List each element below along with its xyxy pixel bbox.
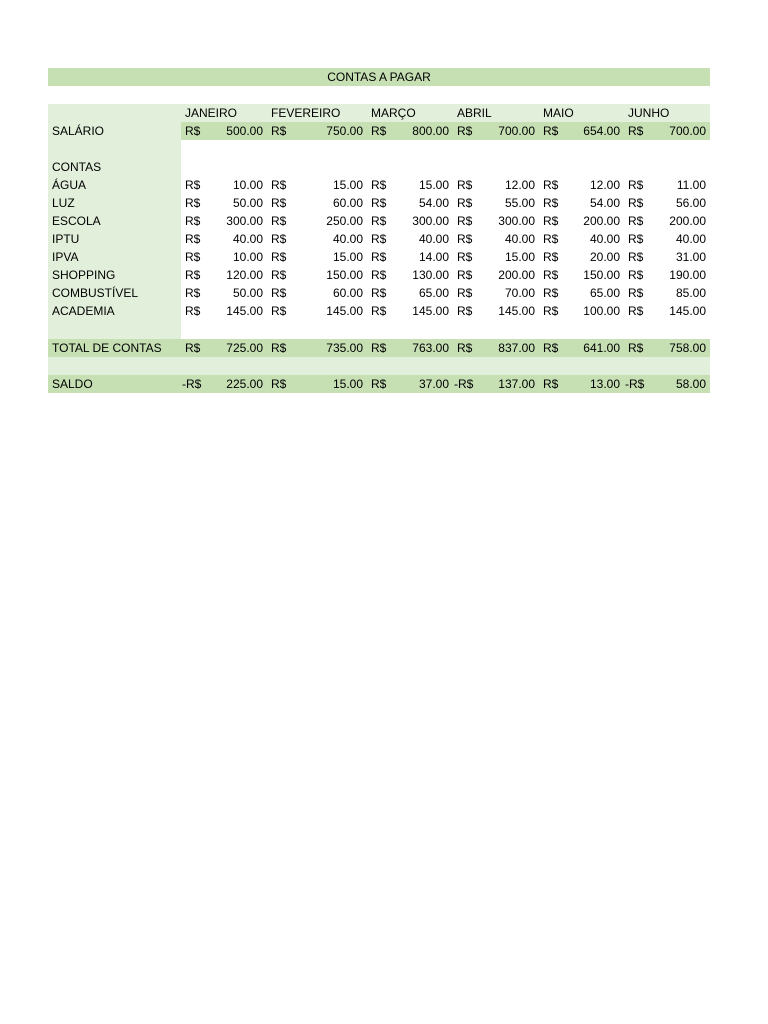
amount-value: 85.00 <box>675 286 706 300</box>
amount-cell[interactable] <box>367 266 453 284</box>
expense-cells <box>181 248 710 266</box>
currency-symbol: -R$ <box>182 377 202 391</box>
expense-label[interactable]: LUZ <box>48 194 181 212</box>
amount-cell[interactable] <box>539 375 624 393</box>
total-row <box>48 339 710 357</box>
expense-cells <box>181 176 710 194</box>
amount-value: 56.00 <box>675 196 706 210</box>
amount-value: 40.00 <box>418 232 449 246</box>
amount-value: 11.00 <box>676 178 706 192</box>
amount-cell[interactable] <box>181 194 267 212</box>
amount-cell[interactable] <box>267 339 367 357</box>
amount-value: 65.00 <box>418 286 449 300</box>
amount-cell[interactable] <box>539 194 624 212</box>
currency-symbol: R$ <box>371 268 387 282</box>
amount-cell[interactable] <box>181 284 267 302</box>
amount-value: 40.00 <box>589 232 620 246</box>
expense-row <box>48 194 710 212</box>
amount-value: 750.00 <box>326 124 363 138</box>
contas-header-label[interactable]: CONTAS <box>48 158 181 176</box>
amount-value: 150.00 <box>583 268 620 282</box>
spacer-row <box>48 86 710 104</box>
currency-symbol: R$ <box>457 178 473 192</box>
amount-value: 10.00 <box>232 250 263 264</box>
amount-cell[interactable] <box>181 122 267 140</box>
amount-cell[interactable] <box>367 230 453 248</box>
currency-symbol: R$ <box>457 268 473 282</box>
amount-value: 31.00 <box>675 250 706 264</box>
currency-symbol: R$ <box>371 232 387 246</box>
amount-cell[interactable] <box>181 230 267 248</box>
saldo-row <box>48 375 710 393</box>
currency-symbol: R$ <box>371 304 387 318</box>
currency-symbol: R$ <box>271 286 287 300</box>
currency-symbol: R$ <box>628 304 644 318</box>
amount-value: 15.00 <box>332 250 363 264</box>
currency-symbol: R$ <box>371 377 387 391</box>
currency-symbol: R$ <box>271 178 287 192</box>
amount-value: 654.00 <box>583 124 620 138</box>
amount-value: 300.00 <box>412 214 449 228</box>
amount-value: 700.00 <box>669 124 706 138</box>
amount-cell[interactable] <box>624 212 710 230</box>
currency-symbol: R$ <box>457 124 473 138</box>
contas-header-row <box>48 158 710 176</box>
amount-value: 20.00 <box>589 250 620 264</box>
amount-cell[interactable] <box>453 375 539 393</box>
expense-label[interactable]: ESCOLA <box>48 212 181 230</box>
amount-value: 40.00 <box>504 232 535 246</box>
amount-cell[interactable] <box>624 284 710 302</box>
amount-cell[interactable] <box>624 266 710 284</box>
amount-value: 100.00 <box>583 304 620 318</box>
spacer-row <box>48 140 710 158</box>
amount-value: 54.00 <box>418 196 449 210</box>
expense-cells <box>181 230 710 248</box>
currency-symbol: R$ <box>271 232 287 246</box>
blank-cells <box>181 357 710 375</box>
amount-value: 13.00 <box>589 377 620 391</box>
currency-symbol: R$ <box>543 377 559 391</box>
amount-value: 145.00 <box>669 304 706 318</box>
amount-value: 763.00 <box>412 341 449 355</box>
amount-value: 65.00 <box>589 286 620 300</box>
currency-symbol: R$ <box>185 214 201 228</box>
amount-value: 500.00 <box>226 124 263 138</box>
amount-value: 130.00 <box>412 268 449 282</box>
expense-label[interactable]: IPTU <box>48 230 181 248</box>
currency-symbol: R$ <box>371 341 387 355</box>
total-cells <box>181 339 710 357</box>
amount-cell[interactable] <box>181 339 267 357</box>
month-header[interactable]: JANEIRO <box>185 106 238 120</box>
amount-cell[interactable] <box>539 266 624 284</box>
amount-cell[interactable] <box>181 302 267 320</box>
currency-symbol: R$ <box>628 196 644 210</box>
amount-cell[interactable] <box>624 176 710 194</box>
currency-symbol: R$ <box>457 286 473 300</box>
currency-symbol: R$ <box>628 341 644 355</box>
amount-value: 14.00 <box>418 250 449 264</box>
amount-cell[interactable] <box>539 212 624 230</box>
currency-symbol: R$ <box>271 268 287 282</box>
amount-cell[interactable] <box>181 266 267 284</box>
amount-value: 145.00 <box>498 304 535 318</box>
amount-value: 15.00 <box>332 178 363 192</box>
salary-cells <box>181 122 710 140</box>
expense-label[interactable]: SHOPPING <box>48 266 181 284</box>
expense-label[interactable]: COMBUSTÍVEL <box>48 284 181 302</box>
amount-cell[interactable] <box>267 230 367 248</box>
month-header[interactable]: JUNHO <box>628 106 670 120</box>
amount-cell[interactable] <box>181 248 267 266</box>
amount-value: 120.00 <box>226 268 263 282</box>
currency-symbol: R$ <box>457 250 473 264</box>
currency-symbol: R$ <box>628 268 644 282</box>
currency-symbol: R$ <box>271 124 287 138</box>
currency-symbol: R$ <box>271 304 287 318</box>
amount-cell[interactable] <box>367 212 453 230</box>
amount-cell[interactable] <box>539 176 624 194</box>
currency-symbol: R$ <box>185 178 201 192</box>
currency-symbol: R$ <box>543 214 559 228</box>
currency-symbol: R$ <box>543 232 559 246</box>
amount-value: 40.00 <box>332 232 363 246</box>
amount-value: 225.00 <box>226 377 263 391</box>
currency-symbol: R$ <box>271 214 287 228</box>
currency-symbol: R$ <box>543 286 559 300</box>
currency-symbol: -R$ <box>454 377 474 391</box>
currency-symbol: R$ <box>543 196 559 210</box>
spacer-row <box>48 357 710 375</box>
amount-value: 15.00 <box>504 250 535 264</box>
spacer-row <box>48 320 710 339</box>
amount-value: 40.00 <box>675 232 706 246</box>
expense-row <box>48 230 710 248</box>
amount-cell[interactable] <box>181 375 267 393</box>
amount-value: 54.00 <box>589 196 620 210</box>
amount-value: 37.00 <box>418 377 449 391</box>
amount-cell[interactable] <box>624 230 710 248</box>
expense-row <box>48 212 710 230</box>
expense-row <box>48 284 710 302</box>
amount-cell[interactable] <box>267 284 367 302</box>
amount-cell[interactable] <box>367 339 453 357</box>
amount-cell[interactable] <box>453 122 539 140</box>
amount-cell[interactable] <box>453 230 539 248</box>
currency-symbol: R$ <box>628 286 644 300</box>
amount-cell[interactable] <box>181 176 267 194</box>
currency-symbol: R$ <box>185 124 201 138</box>
amount-value: 55.00 <box>504 196 535 210</box>
currency-symbol: R$ <box>457 196 473 210</box>
amount-cell[interactable] <box>453 194 539 212</box>
currency-symbol: R$ <box>457 304 473 318</box>
amount-value: 800.00 <box>412 124 449 138</box>
currency-symbol: R$ <box>185 232 201 246</box>
amount-value: 150.00 <box>326 268 363 282</box>
salary-row <box>48 122 710 140</box>
amount-value: 300.00 <box>226 214 263 228</box>
month-header[interactable]: MARÇO <box>371 106 416 120</box>
amount-value: 200.00 <box>583 214 620 228</box>
amount-value: 641.00 <box>583 341 620 355</box>
expense-cells <box>181 284 710 302</box>
amount-cell[interactable] <box>367 375 453 393</box>
currency-symbol: R$ <box>371 196 387 210</box>
total-label[interactable]: TOTAL DE CONTAS <box>48 339 181 357</box>
sheet-title[interactable]: CONTAS A PAGAR <box>48 68 710 86</box>
currency-symbol: R$ <box>185 196 201 210</box>
amount-cell[interactable] <box>624 194 710 212</box>
expense-cells <box>181 302 710 320</box>
amount-value: 60.00 <box>332 196 363 210</box>
amount-cell[interactable] <box>539 248 624 266</box>
expense-cells <box>181 194 710 212</box>
amount-cell[interactable] <box>267 302 367 320</box>
amount-value: 12.00 <box>589 178 620 192</box>
amount-cell[interactable] <box>624 339 710 357</box>
amount-cell[interactable] <box>624 375 710 393</box>
currency-symbol: R$ <box>457 232 473 246</box>
amount-value: 137.00 <box>498 377 535 391</box>
amount-cell[interactable] <box>453 248 539 266</box>
expense-row <box>48 302 710 320</box>
amount-cell[interactable] <box>539 339 624 357</box>
currency-symbol: R$ <box>628 250 644 264</box>
amount-cell[interactable] <box>453 212 539 230</box>
expense-cells <box>181 266 710 284</box>
spreadsheet <box>48 68 710 393</box>
amount-value: 300.00 <box>498 214 535 228</box>
amount-cell[interactable] <box>453 339 539 357</box>
expense-label[interactable]: IPVA <box>48 248 181 266</box>
amount-cell[interactable] <box>267 212 367 230</box>
salary-label[interactable]: SALÁRIO <box>48 122 181 140</box>
amount-value: 58.00 <box>675 377 706 391</box>
month-header-row <box>48 104 710 122</box>
amount-value: 725.00 <box>226 341 263 355</box>
month-header[interactable]: MAIO <box>543 106 574 120</box>
amount-value: 758.00 <box>669 341 706 355</box>
amount-cell[interactable] <box>181 212 267 230</box>
amount-value: 735.00 <box>326 341 363 355</box>
currency-symbol: R$ <box>185 304 201 318</box>
amount-value: 145.00 <box>412 304 449 318</box>
amount-value: 50.00 <box>232 196 263 210</box>
amount-value: 145.00 <box>326 304 363 318</box>
amount-value: 145.00 <box>226 304 263 318</box>
amount-cell[interactable] <box>367 284 453 302</box>
currency-symbol: R$ <box>543 250 559 264</box>
currency-symbol: R$ <box>185 268 201 282</box>
amount-cell[interactable] <box>539 122 624 140</box>
amount-value: 15.00 <box>332 377 363 391</box>
amount-cell[interactable] <box>453 266 539 284</box>
amount-cell[interactable] <box>453 284 539 302</box>
currency-symbol: R$ <box>371 124 387 138</box>
amount-cell[interactable] <box>267 375 367 393</box>
amount-cell[interactable] <box>267 194 367 212</box>
currency-symbol: R$ <box>543 178 559 192</box>
amount-value: 190.00 <box>669 268 706 282</box>
amount-cell[interactable] <box>453 176 539 194</box>
currency-symbol: -R$ <box>625 377 645 391</box>
amount-value: 10.00 <box>232 178 263 192</box>
currency-symbol: R$ <box>543 304 559 318</box>
amount-cell[interactable] <box>267 248 367 266</box>
currency-symbol: R$ <box>457 341 473 355</box>
amount-value: 15.00 <box>418 178 449 192</box>
month-header-label-cell[interactable] <box>48 104 181 122</box>
amount-value: 837.00 <box>498 341 535 355</box>
amount-cell[interactable] <box>539 230 624 248</box>
blank-label-cell[interactable] <box>48 357 181 375</box>
currency-symbol: R$ <box>543 268 559 282</box>
blank-label-cell[interactable] <box>48 140 181 158</box>
amount-cell[interactable] <box>624 302 710 320</box>
blank-label-cell[interactable] <box>48 320 181 339</box>
currency-symbol: R$ <box>628 124 644 138</box>
currency-symbol: R$ <box>371 286 387 300</box>
expense-row <box>48 248 710 266</box>
amount-value: 40.00 <box>232 232 263 246</box>
amount-cell[interactable] <box>367 302 453 320</box>
amount-value: 60.00 <box>332 286 363 300</box>
currency-symbol: R$ <box>271 250 287 264</box>
amount-cell[interactable] <box>539 284 624 302</box>
currency-symbol: R$ <box>371 214 387 228</box>
amount-cell[interactable] <box>367 194 453 212</box>
month-header-cells <box>181 104 710 122</box>
amount-cell[interactable] <box>367 122 453 140</box>
amount-value: 200.00 <box>498 268 535 282</box>
amount-cell[interactable] <box>624 122 710 140</box>
expense-label[interactable]: ACADEMIA <box>48 302 181 320</box>
amount-value: 200.00 <box>669 214 706 228</box>
amount-cell[interactable] <box>267 266 367 284</box>
month-header[interactable]: FEVEREIRO <box>271 106 341 120</box>
currency-symbol: R$ <box>543 341 559 355</box>
amount-cell[interactable] <box>453 302 539 320</box>
currency-symbol: R$ <box>185 250 201 264</box>
amount-value: 250.00 <box>326 214 363 228</box>
expense-row <box>48 176 710 194</box>
amount-cell[interactable] <box>539 302 624 320</box>
currency-symbol: R$ <box>628 178 644 192</box>
currency-symbol: R$ <box>271 341 287 355</box>
currency-symbol: R$ <box>271 196 287 210</box>
month-header[interactable]: ABRIL <box>457 106 492 120</box>
amount-value: 70.00 <box>504 286 535 300</box>
expense-cells <box>181 212 710 230</box>
currency-symbol: R$ <box>185 286 201 300</box>
currency-symbol: R$ <box>543 124 559 138</box>
currency-symbol: R$ <box>271 377 287 391</box>
currency-symbol: R$ <box>628 214 644 228</box>
amount-cell[interactable] <box>367 248 453 266</box>
amount-cell[interactable] <box>267 122 367 140</box>
currency-symbol: R$ <box>628 232 644 246</box>
currency-symbol: R$ <box>371 178 387 192</box>
saldo-label[interactable]: SALDO <box>48 375 181 393</box>
saldo-cells <box>181 375 710 393</box>
amount-cell[interactable] <box>267 176 367 194</box>
expense-label[interactable]: ÁGUA <box>48 176 181 194</box>
amount-value: 700.00 <box>498 124 535 138</box>
amount-value: 12.00 <box>504 178 535 192</box>
currency-symbol: R$ <box>185 341 201 355</box>
amount-cell[interactable] <box>624 248 710 266</box>
expense-row <box>48 266 710 284</box>
amount-value: 50.00 <box>232 286 263 300</box>
currency-symbol: R$ <box>371 250 387 264</box>
currency-symbol: R$ <box>457 214 473 228</box>
amount-cell[interactable] <box>367 176 453 194</box>
